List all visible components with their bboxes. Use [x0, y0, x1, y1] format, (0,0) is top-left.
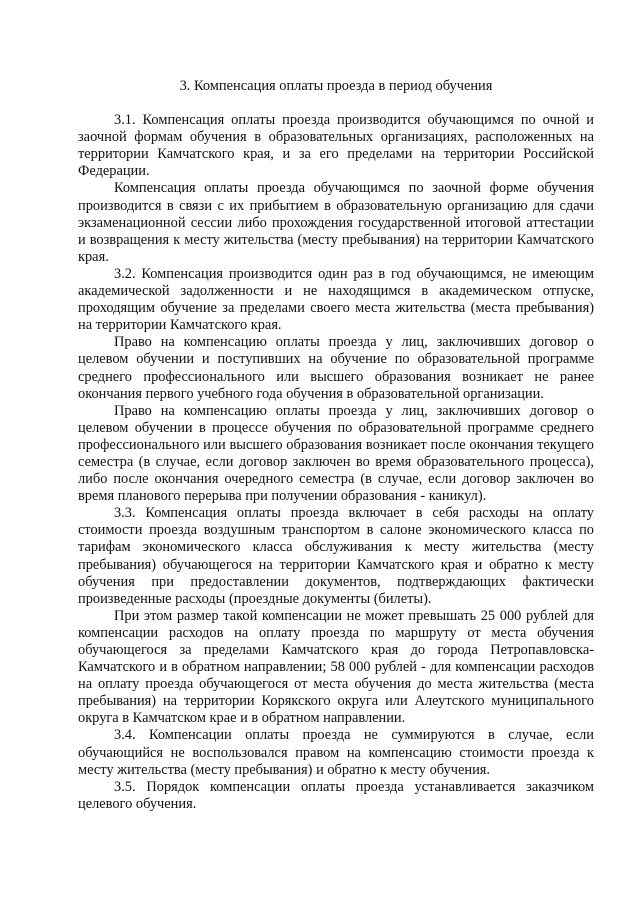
- paragraph-3-2-target-first-year: Право на компенсацию оплаты проезда у лиц, заключивших договор о целевом обучении и поступивших на обучение по образовательной программе среднего профессионального или высшего образования возникает не ранее окончания первого учебного года обучения в образовательной организации.: [78, 334, 594, 402]
- paragraph-3-5: 3.5. Порядок компенсации оплаты проезда устанавливается заказчиком целевого обучения.: [78, 778, 594, 812]
- paragraph-3-3: 3.3. Компенсация оплаты проезда включает в себя расходы на оплату стоимости проезда воздушным транспортом в салоне экономического класса по тарифам экономического класса обслуживания к месту жительства (месту пребывания) обучающегося на территории Камчатского края и обратно к месту обучения при предоставлении документов, подтверждающих фактически произведенные расходы (проездные документы (билеты).: [78, 505, 594, 607]
- paragraph-3-2: 3.2. Компенсация производится один раз в год обучающимся, не имеющим академической задолженности и не находящимся в академическом отпуске, проходящим обучение за пределами своего места жительства (места пребывания) на территории Камчатского края.: [78, 265, 594, 334]
- document-body: [78, 78, 594, 813]
- section-heading: 3. Компенсация оплаты проезда в период обучения: [179, 78, 493, 94]
- paragraph-3-3-limits: При этом размер такой компенсации не может превышать 25 000 рублей для компенсации расходов на оплату проезда по маршруту от места обучения обучающегося за пределами Камчатского края до города Петропавловска-Камчатского и в обратном направлении; 58 000 рублей - для компенсации расходов на оплату проезда обучающегося от места обучения до места жительства (места пребывания) на территории Корякского округа или Алеутского муниципального округа в Камчатском крае и в обратном направлении.: [78, 607, 594, 727]
- paragraph-3-1-extramural: Компенсация оплаты проезда обучающимся по заочной форме обучения производится в связи с их прибытием в образовательную организацию для сдачи экзаменационной сессии либо прохождения государственной итоговой аттестации и возвращения к месту жительства (месту пребывания) на территории Камчатского края.: [78, 180, 594, 265]
- paragraph-3-2-target-in-process: Право на компенсацию оплаты проезда у лиц, заключивших договор о целевом обучении в процессе обучения по образовательной программе среднего профессионального или высшего образования возникает после окончания текущего семестра (в случае, если договор заключен во время образовательного процесса), либо после окончания очередного семестра (в случае, если договор заключен во время планового перерыва при получении образования - каникул).: [78, 402, 594, 505]
- paragraph-3-4: 3.4. Компенсации оплаты проезда не суммируются в случае, если обучающийся не воспользовался правом на компенсацию стоимости проезда к месту жительства (месту пребывания) и обратно к месту обучения.: [78, 727, 594, 778]
- paragraph-3-1: 3.1. Компенсация оплаты проезда производится обучающимся по очной и заочной формам обучения в образовательных организациях, расположенных на территории Камчатского края, и за его пределами на территории Российской Федерации.: [78, 112, 594, 180]
